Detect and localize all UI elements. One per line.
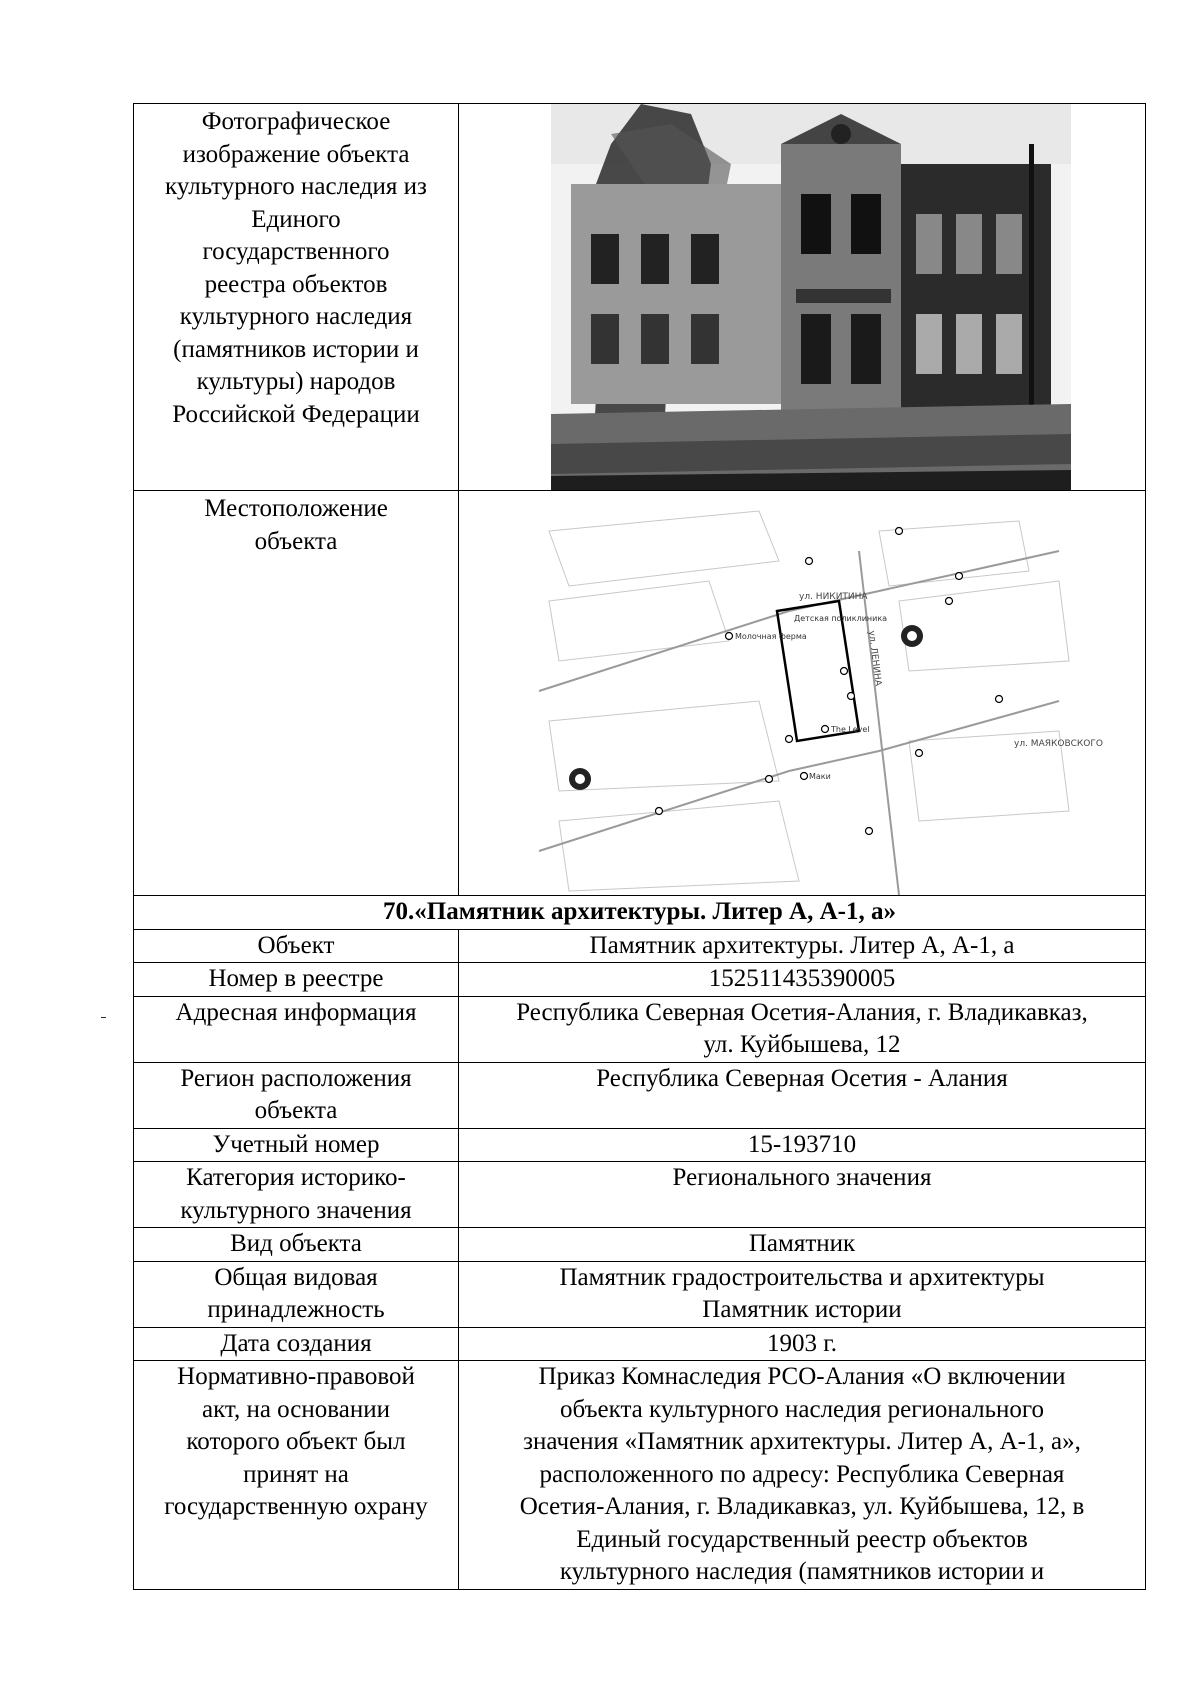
map-cell: [459, 491, 1146, 896]
table-row: [134, 1361, 1146, 1590]
value-line: Единый государственный реестр объектов: [576, 1525, 1028, 1553]
row-value: [459, 1261, 1146, 1327]
section-header-row: [134, 896, 1146, 930]
value-line: Регионального значения: [672, 1164, 932, 1191]
row-label: [134, 1128, 459, 1162]
table-row: [134, 963, 1146, 997]
label-line: (памятников истории и: [173, 335, 419, 363]
row-value: [459, 1128, 1146, 1162]
value-line: Памятник архитектуры. Литер А, А-1, а: [589, 931, 1015, 959]
row-value: [459, 1361, 1146, 1590]
margin-mark: [101, 1017, 106, 1018]
label-line: культурного наследия из: [165, 173, 427, 200]
value-line: ул. Куйбышева, 12: [703, 1031, 901, 1058]
row-label: [134, 1361, 459, 1590]
label-line: Объект: [257, 931, 335, 959]
map-poi-label: Маки: [809, 772, 831, 781]
photo-cell: [459, 104, 1146, 491]
row-label: [134, 996, 459, 1062]
label-line: объекта: [254, 527, 338, 555]
label-line: объекта: [254, 1097, 338, 1124]
row-value: [459, 963, 1146, 997]
label-line: культуры) народов: [196, 368, 396, 395]
value-line: расположенного по адресу: Республика Северная: [539, 1460, 1065, 1488]
table-row: [134, 929, 1146, 963]
location-label: [134, 491, 458, 558]
label-line: Номер в реестре: [208, 965, 384, 992]
map-poi-label: Молочная ферма: [735, 632, 807, 641]
value-line: Памятник: [748, 1230, 856, 1257]
label-line: изображение объекта: [182, 140, 410, 168]
row-label: [134, 929, 459, 963]
table-row: [134, 1228, 1146, 1262]
map-poi-label: The Level: [831, 725, 870, 734]
value-line: объекта культурного наследия регионального: [560, 1395, 1044, 1423]
table-row: [134, 1128, 1146, 1162]
section-title: 70.«Памятник архитектуры. Литер А, А-1, а»: [134, 896, 1146, 930]
label-line: Российской Федерации: [172, 400, 420, 428]
label-line: Единого: [251, 205, 341, 233]
building-photo: [459, 104, 1145, 490]
row-value: [459, 1162, 1146, 1228]
row-label: [134, 963, 459, 997]
table-row: [134, 1062, 1146, 1128]
label-line: Общая видовая: [214, 1263, 378, 1291]
table-row: [134, 1327, 1146, 1361]
location-label-cell: [134, 491, 459, 896]
map-street-label: ул. ЛЕНИНА: [866, 630, 883, 687]
value-line: значения «Памятник архитектуры. Литер А, А-1, а»,: [523, 1428, 1081, 1455]
label-line: культурного наследия: [179, 303, 413, 330]
label-line: Категория историко-: [186, 1164, 406, 1191]
label-line: Регион расположения: [180, 1064, 412, 1092]
photo-label-cell: [134, 104, 459, 491]
photo-row: [134, 104, 1146, 491]
value-line: Республика Северная Осетия - Алания: [596, 1064, 1008, 1092]
label-line: Вид объекта: [230, 1230, 362, 1257]
label-line: Учетный номер: [212, 1130, 380, 1158]
row-value: [459, 1062, 1146, 1128]
label-line: государственного: [202, 238, 390, 265]
label-line: реестра объектов: [204, 270, 388, 298]
label-line: Местоположение: [204, 495, 388, 522]
row-value: [459, 996, 1146, 1062]
label-line: принят на: [243, 1460, 349, 1488]
row-value: [459, 1327, 1146, 1361]
value-line: Приказ Комнаследия РСО-Алания «О включении: [538, 1363, 1066, 1390]
label-line: принадлежность: [207, 1296, 385, 1323]
table-row: [134, 996, 1146, 1062]
value-line: Памятник истории: [702, 1296, 902, 1323]
table-row: [134, 1162, 1146, 1228]
row-label: [134, 1062, 459, 1128]
row-label: [134, 1327, 459, 1361]
location-row: [134, 491, 1146, 896]
value-line: Республика Северная Осетия-Алания, г. Владикавказ,: [516, 998, 1088, 1026]
label-line: Нормативно-правовой: [177, 1363, 415, 1390]
label-line: Дата создания: [220, 1329, 372, 1357]
label-line: Фотографическое: [201, 108, 391, 135]
park-icon: [569, 768, 591, 790]
value-line: 15-193710: [747, 1130, 857, 1158]
row-value: [459, 929, 1146, 963]
label-line: государственную охрану: [164, 1493, 428, 1520]
map-street-label: ул. МАЯКОВСКОГО: [1014, 739, 1103, 749]
value-line: Памятник градостроительства и архитектуры: [559, 1263, 1045, 1291]
park-icon: [901, 625, 923, 647]
row-label: [134, 1162, 459, 1228]
value-line: 152511435390005: [708, 965, 896, 992]
label-line: культурного значения: [180, 1196, 412, 1224]
heritage-registry-table: [133, 103, 1146, 1590]
row-label: [134, 1261, 459, 1327]
label-line: которого объект был: [186, 1428, 406, 1455]
label-line: акт, на основании: [202, 1395, 390, 1423]
row-label: [134, 1228, 459, 1262]
value-line: 1903 г.: [767, 1329, 837, 1357]
location-map: [459, 491, 1145, 895]
value-line: культурного наследия (памятников истории и: [559, 1558, 1045, 1585]
row-value: [459, 1228, 1146, 1262]
photo-label: [134, 104, 458, 431]
map-street-label: ул. НИКИТИНА: [799, 592, 868, 602]
table-row: [134, 1261, 1146, 1327]
map-poi-label: Детская поликлиника: [794, 614, 888, 623]
label-line: Адресная информация: [175, 998, 417, 1026]
value-line: Осетия-Алания, г. Владикавказ, ул. Куйбышева, 12, в: [519, 1493, 1085, 1520]
